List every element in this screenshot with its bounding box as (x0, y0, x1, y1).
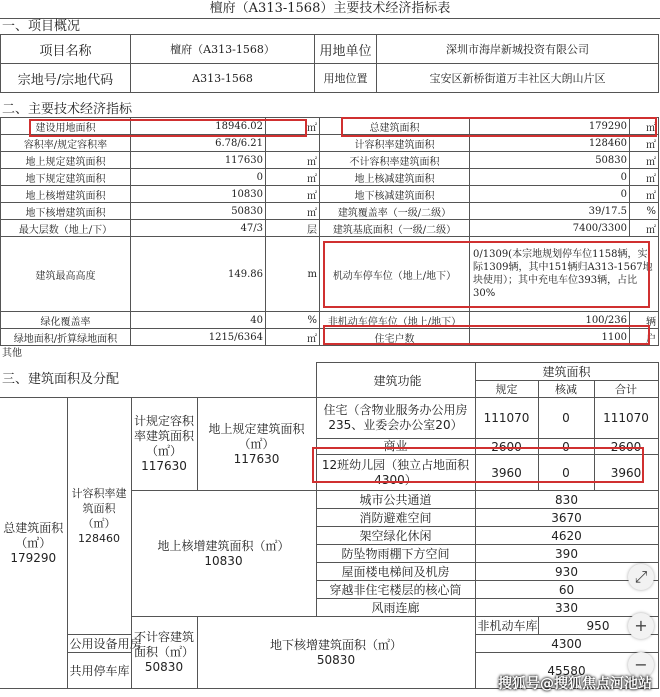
green-unit: % (266, 312, 320, 329)
section-distribution: 三、建筑面积及分配 (2, 372, 120, 387)
function-name: 消防避难空间 (316, 509, 475, 527)
highlight-total-area (341, 117, 657, 137)
project-name-label: 项目名称 (1, 35, 131, 64)
area-value: 830 (475, 491, 658, 509)
section-indicators: 二、主要技术经济指标 (2, 102, 133, 117)
area-value: 4300 (475, 635, 658, 653)
indicator-value: 0 (470, 186, 630, 203)
above-area-value: 117630 (233, 451, 280, 466)
other-label: 其他 (2, 348, 22, 359)
plan-value: 3960 (475, 455, 538, 491)
distribution-table (0, 362, 659, 689)
indicator-unit: ㎡ (630, 152, 659, 169)
indicator-unit: ㎡ (266, 169, 320, 186)
table-row (1, 186, 659, 203)
table-row (1, 220, 659, 237)
area-value: 330 (475, 599, 658, 617)
indicator-label: 建筑基底面积（一级/二级） (320, 220, 470, 237)
indicator-value: 39/17.5 (470, 203, 630, 220)
indicator-value: 7400/3300 (470, 220, 630, 237)
area-value: 950 (538, 617, 658, 635)
bike-unit: 辆 (630, 312, 659, 329)
indicator-label: 容积率/规定容积率 (1, 135, 131, 152)
reduce-value: 0 (538, 455, 594, 491)
below-add-value: 50830 (316, 652, 356, 667)
highlight-parking (323, 241, 650, 308)
indicator-value: 6.78/6.21 (131, 135, 266, 152)
total-value: 111070 (594, 398, 658, 439)
function-name: 防坠物雨棚下方空间 (316, 545, 475, 563)
highlight-kindergarten (312, 447, 644, 483)
green-value: 40 (131, 312, 266, 329)
green-label: 绿化覆盖率 (1, 312, 131, 329)
function-name: 屋面楼电梯间及机房 (316, 563, 475, 581)
function-name: 架空绿化休闲 (316, 527, 475, 545)
indicator-unit: ㎡ (266, 152, 320, 169)
table-row (1, 169, 659, 186)
area-value: 4620 (475, 527, 658, 545)
total-value: 2600 (594, 439, 658, 455)
indicator-label: 地上核减建筑面积 (320, 169, 470, 186)
watermark-text: 搜狐号@搜狐焦点河池站 (498, 676, 652, 692)
highlight-households (323, 325, 650, 345)
location-value: 宝安区新桥街道万丰社区大朗山片区 (377, 64, 659, 93)
indicator-value: 179290 (470, 118, 630, 135)
indicator-label: 地上规定建筑面积 (1, 152, 131, 169)
table-row (0, 363, 658, 381)
indicator-value: 50830 (470, 152, 630, 169)
total-area-label: 总建筑面积（㎡） 179290 (0, 398, 67, 689)
plan-value: 111070 (475, 398, 538, 439)
indicators-table (0, 117, 659, 346)
area-value: 60 (475, 581, 658, 599)
indicator-unit (266, 135, 320, 152)
households-value: 1100 (470, 329, 630, 346)
reduce-value: 0 (538, 398, 594, 439)
reduce-value: 0 (538, 439, 594, 455)
indicator-label: 建设用地面积 (1, 118, 131, 135)
indicator-label: 地上核增建筑面积 (1, 186, 131, 203)
collapse-button[interactable]: ⤢ (628, 564, 654, 590)
indicator-label: 最大层数（地上/下） (1, 220, 131, 237)
bike-value: 100/236 (470, 312, 630, 329)
far-gross-label: 计规定容积率建筑面积（㎡） 117630 (131, 398, 197, 491)
table-row (1, 135, 659, 152)
area-value: 3670 (475, 509, 658, 527)
indicator-label: 地下核减建筑面积 (320, 186, 470, 203)
function-name: 公用设备用房 (67, 635, 131, 653)
bike-label: 非机动车停车位（地上/地下） (320, 312, 470, 329)
indicator-value: 50830 (131, 203, 266, 220)
function-name: 穿越非住宅楼层的核心筒 (316, 581, 475, 599)
green-area-value: 1215/6364 (131, 329, 266, 346)
code-value: A313-1568 (131, 64, 315, 93)
green-area-label: 绿地面积/折算绿地面积 (1, 329, 131, 346)
function-name: 共用停车库 (67, 653, 131, 689)
total-area-value: 179290 (10, 550, 57, 565)
households-label: 住宅户数 (320, 329, 470, 346)
indicator-unit: ㎡ (266, 203, 320, 220)
indicator-unit: ㎡ (266, 118, 320, 135)
plan-value: 2600 (475, 439, 538, 455)
area-value: 45580 (475, 653, 658, 689)
green-area-unit: ㎡ (266, 329, 320, 346)
table-row (1, 203, 659, 220)
page-title: 檀府（A313-1568）主要技术经济指标表 (209, 1, 451, 16)
below-add-label: 地下核增建筑面积（㎡） 50830 (197, 617, 475, 689)
height-unit: m (266, 237, 320, 312)
function-name: 非机动车库 (475, 617, 538, 635)
function-header: 建筑功能 (316, 363, 475, 398)
height-value: 149.86 (131, 237, 266, 312)
area-value: 390 (475, 545, 658, 563)
area-value: 930 (475, 563, 658, 581)
indicator-unit: ㎡ (630, 118, 659, 135)
indicator-label: 地下规定建筑面积 (1, 169, 131, 186)
highlight-land-area (29, 119, 307, 137)
indicator-label: 地下核增建筑面积 (1, 203, 131, 220)
land-unit-value: 深圳市海岸新城投资有限公司 (377, 35, 659, 64)
indicator-unit: ㎡ (630, 135, 659, 152)
indicator-label: 计容积率建筑面积 (320, 135, 470, 152)
function-name: 商业 (316, 439, 475, 455)
function-name: 住宅（含物业服务办公用房235、业委会办公室20） (316, 398, 475, 439)
indicator-unit: % (630, 203, 659, 220)
project-name-value: 檀府（A313-1568） (131, 35, 315, 64)
indicator-value: 47/3 (131, 220, 266, 237)
nonfar-area-value: 50830 (144, 660, 184, 674)
zoom-out-button[interactable]: − (628, 652, 654, 678)
indicator-unit: 层 (266, 220, 320, 237)
section-overview: 一、项目概况 (0, 18, 660, 34)
indicator-value: 0 (470, 169, 630, 186)
indicator-value: 117630 (131, 152, 266, 169)
indicator-unit: ㎡ (266, 186, 320, 203)
col-reduce: 核减 (538, 381, 594, 398)
far-area-value: 128460 (78, 532, 120, 545)
total-value: 3960 (594, 455, 658, 491)
function-name: 12班幼儿园（独立占地面积4300） (316, 455, 475, 491)
function-name: 城市公共通道 (316, 491, 475, 509)
zoom-in-button[interactable]: + (628, 613, 654, 639)
above-area-label: 地上规定建筑面积（㎡） 117630 (197, 398, 316, 491)
above-add-label: 地上核增建筑面积（㎡） 10830 (131, 491, 316, 617)
indicator-unit: ㎡ (630, 169, 659, 186)
area-header: 建筑面积 (475, 363, 658, 381)
indicator-label: 建筑覆盖率（一级/二级） (320, 203, 470, 220)
parking-value: 0/1309(本宗地规划停车位1158辆，实际1309辆，其中151辆归A313-1567地块使用）；其中充电车位393辆，占比30% (470, 237, 659, 312)
overview-table (0, 34, 659, 93)
height-label: 建筑最高高度 (1, 237, 131, 312)
table-row (1, 152, 659, 169)
indicator-label: 不计容积率建筑面积 (320, 152, 470, 169)
table-row (0, 398, 658, 439)
col-plan: 规定 (475, 381, 538, 398)
indicator-value: 128460 (470, 135, 630, 152)
indicator-value: 0 (131, 169, 266, 186)
function-name: 风雨连廊 (316, 599, 475, 617)
parking-label: 机动车停车位（地上/地下） (320, 237, 470, 312)
far-gross-value: 117630 (141, 459, 187, 473)
indicator-unit: ㎡ (630, 186, 659, 203)
far-area-label: 计容积率建筑面积（㎡） 128460 (67, 398, 131, 635)
location-label: 用地位置 (315, 64, 377, 93)
code-label: 宗地号/宗地代码 (1, 64, 131, 93)
indicator-value: 10830 (131, 186, 266, 203)
nonfar-area-label: 不计容建筑面积（㎡） 50830 (131, 617, 197, 689)
land-unit-label: 用地单位 (315, 35, 377, 64)
indicator-value: 18946.02 (131, 118, 266, 135)
header-spacer (0, 363, 316, 398)
indicator-label: 总建筑面积 (320, 118, 470, 135)
col-total: 合计 (594, 381, 658, 398)
above-add-value: 10830 (204, 553, 243, 568)
indicator-unit: ㎡ (630, 220, 659, 237)
households-unit: 户 (630, 329, 659, 346)
